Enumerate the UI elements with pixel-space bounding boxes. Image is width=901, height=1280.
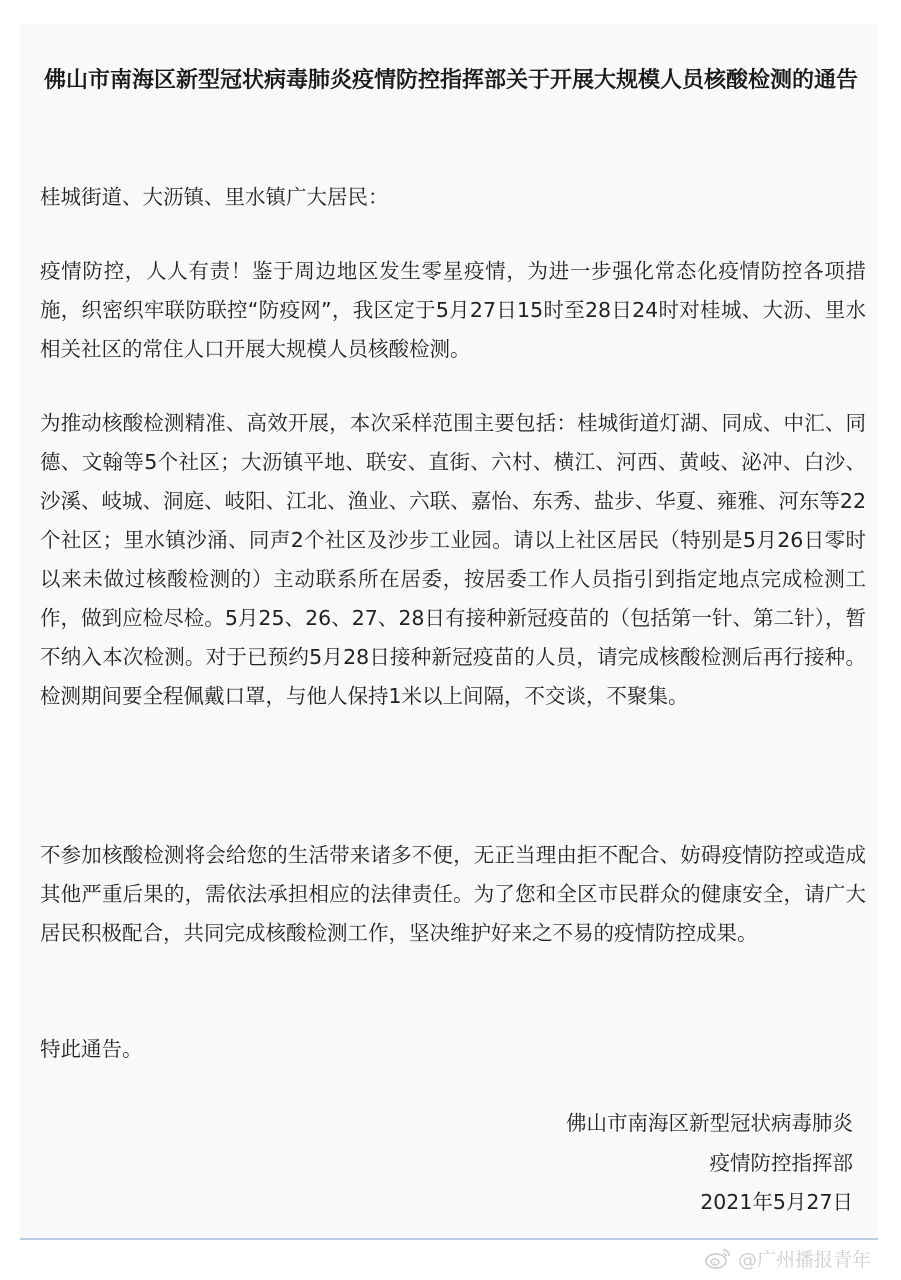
weibo-icon <box>704 1246 732 1270</box>
notice-salutation: 桂城街道、大沥镇、里水镇广大居民： <box>40 185 389 209</box>
notice-paragraph-1: 疫情防控，人人有责！鉴于周边地区发生零星疫情，为进一步强化常态化疫情防控各项措施，织密织牢联防联控“防疫网”，我区定于5月27日15时至28日24时对桂城、大沥、里水相关社区的常住人口开展大规模人员核酸检测。 <box>40 259 866 361</box>
notice-closing: 特此通告。 <box>40 1037 143 1061</box>
watermark-text: @广州播报青年 <box>737 1248 871 1271</box>
signature-org-line-2: 疫情防控指挥部 <box>709 1151 853 1175</box>
signature-org-line-1: 佛山市南海区新型冠状病毒肺炎 <box>566 1111 853 1135</box>
signature-date: 2021年5月27日 <box>700 1190 853 1214</box>
notice-paragraph-2: 为推动核酸检测精准、高效开展，本次采样范围主要包括：桂城街道灯湖、同成、中汇、同德、文翰等5个社区；大沥镇平地、联安、直街、六村、横江、河西、黄岐、泌冲、白沙、沙溪、岐城、洞庭、岐阳、江北、渔业、六联、嘉怡、东秀、盐步、华夏、雍雅、河东等22个社区；里水镇沙涌、同声2个社区及沙步工业园。请以上社区居民（特别是5月26日零时以来未做过核酸检测的）主动联系所在居委，按居委工作人员指引到指定地点完成检测工作，做到应检尽检。5月25、26、27、28日有接种新冠疫苗的（包括第一针、第二针），暂不纳入本次检测。对于已预约5月28日接种新冠疫苗的人员，请完成核酸检测后再行接种。检测期间要全程佩戴口罩，与他人保持1米以上间隔，不交谈，不聚集。 <box>40 411 866 708</box>
notice-paragraph-3: 不参加核酸检测将会给您的生活带来诸多不便，无正当理由拒不配合、妨碍疫情防控或造成其他严重后果的，需依法承担相应的法律责任。为了您和全区市民群众的健康安全，请广大居民积极配合，共同完成核酸检测工作，坚决维护好来之不易的疫情防控成果。 <box>40 843 866 945</box>
bottom-divider <box>20 1238 878 1240</box>
notice-title: 佛山市南海区新型冠状病毒肺炎疫情防控指挥部关于开展大规模人员核酸检测的通告 <box>43 68 858 93</box>
watermark <box>704 1243 871 1273</box>
